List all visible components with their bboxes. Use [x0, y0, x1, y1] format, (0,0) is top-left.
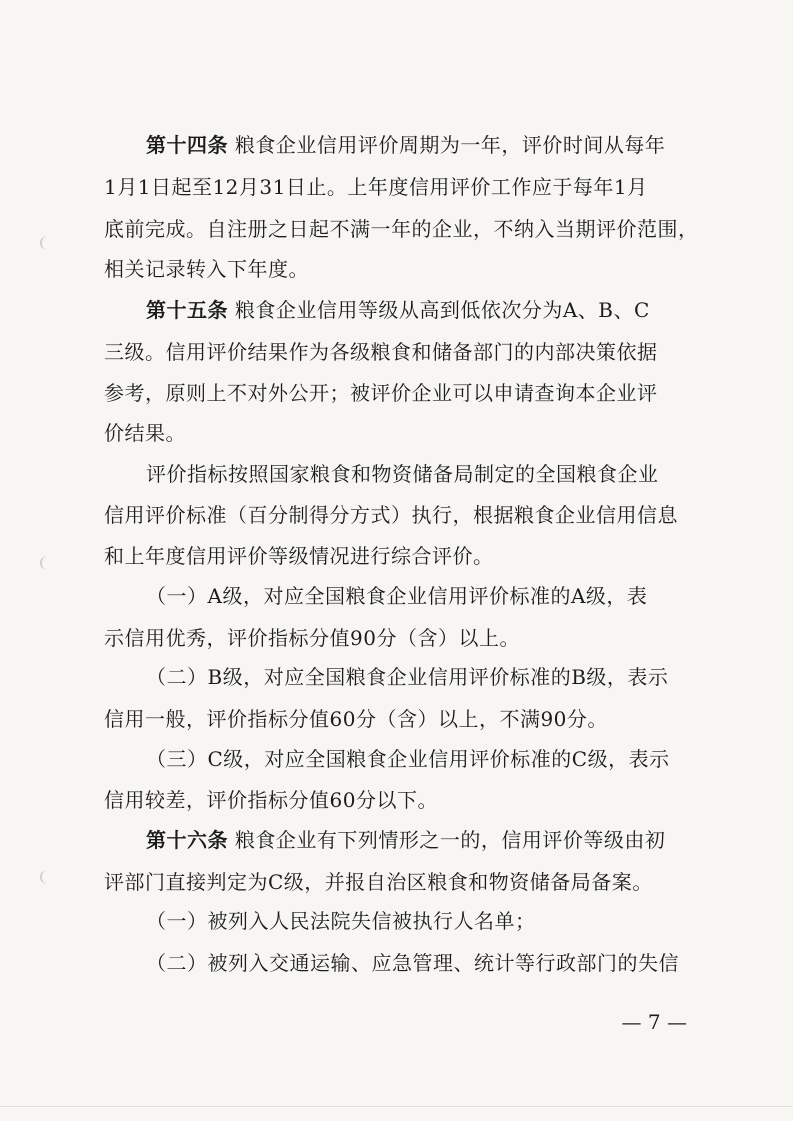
paragraph-line — [104, 338, 658, 366]
line-text: 和上年度信用评价等级情况进行综合评价。 — [104, 544, 494, 568]
paragraph-line — [104, 173, 648, 201]
paragraph-line — [104, 624, 520, 652]
line-text: 1月1日起至12月31日止。上年度信用评价工作应于每年1月 — [104, 175, 648, 199]
paragraph-line — [146, 826, 665, 854]
binding-hole-mark — [40, 870, 54, 884]
line-text: 信用一般，评价指标分值60分（含）以上，不满90分。 — [104, 707, 608, 731]
paragraph-line — [146, 663, 668, 691]
line-text: 底前完成。自注册之日起不满一年的企业，不纳入当期评价范围， — [104, 217, 699, 241]
line-text: 粮食企业有下列情形之一的，信用评价等级由初 — [228, 828, 666, 852]
line-text: 粮食企业信用等级从高到低依次分为A、B、C — [228, 298, 650, 322]
paragraph-line — [146, 460, 659, 488]
line-text: 评部门直接判定为C级，并报自治区粮食和物资储备局备案。 — [104, 870, 653, 894]
paragraph-line — [104, 501, 678, 529]
article-heading: 第十五条 — [146, 298, 228, 322]
line-text: （二）B级，对应全国粮食企业信用评价标准的B级，表示 — [146, 665, 669, 689]
binding-hole-mark — [40, 236, 54, 250]
article-heading: 第十六条 — [146, 828, 228, 852]
paragraph-line — [104, 419, 186, 447]
line-text: （一）被列入人民法院失信被执行人名单； — [146, 909, 536, 933]
line-text: 相关记录转入下年度。 — [104, 257, 309, 281]
line-text: 粮食企业信用评价周期为一年，评价时间从每年 — [228, 133, 666, 157]
paragraph-line — [104, 215, 699, 243]
line-text: 示信用优秀，评价指标分值90分（含）以上。 — [104, 626, 520, 650]
paragraph-line — [146, 131, 665, 159]
page-bottom-rule — [0, 1106, 793, 1107]
paragraph-line — [146, 582, 647, 610]
article-heading: 第十四条 — [146, 133, 228, 157]
line-text: 价结果。 — [104, 421, 186, 445]
page-number: — 7 — — [621, 1010, 687, 1034]
line-text: 评价指标按照国家粮食和物资储备局制定的全国粮食企业 — [146, 462, 659, 486]
paragraph-line — [104, 868, 653, 896]
paragraph-line — [104, 786, 438, 814]
line-text: （三）C级，对应全国粮食企业信用评价标准的C级，表示 — [146, 747, 670, 771]
line-text: 三级。信用评价结果作为各级粮食和储备部门的内部决策依据 — [104, 340, 658, 364]
binding-hole-mark — [40, 556, 54, 570]
line-text: （一）A级，对应全国粮食企业信用评价标准的A级，表 — [146, 584, 648, 608]
line-text: 信用较差，评价指标分值60分以下。 — [104, 788, 438, 812]
line-text: 参考，原则上不对外公开；被评价企业可以申请查询本企业评 — [104, 381, 658, 405]
paragraph-line — [146, 745, 670, 773]
line-text: （二）被列入交通运输、应急管理、统计等行政部门的失信 — [146, 951, 679, 975]
paragraph-line — [104, 379, 658, 407]
paragraph-line — [104, 255, 309, 283]
paragraph-line — [104, 705, 608, 733]
paragraph-line — [104, 542, 494, 570]
paragraph-line — [146, 949, 679, 977]
paragraph-line — [146, 296, 650, 324]
line-text: 信用评价标准（百分制得分方式）执行，根据粮食企业信用信息 — [104, 503, 678, 527]
paragraph-line — [146, 907, 536, 935]
